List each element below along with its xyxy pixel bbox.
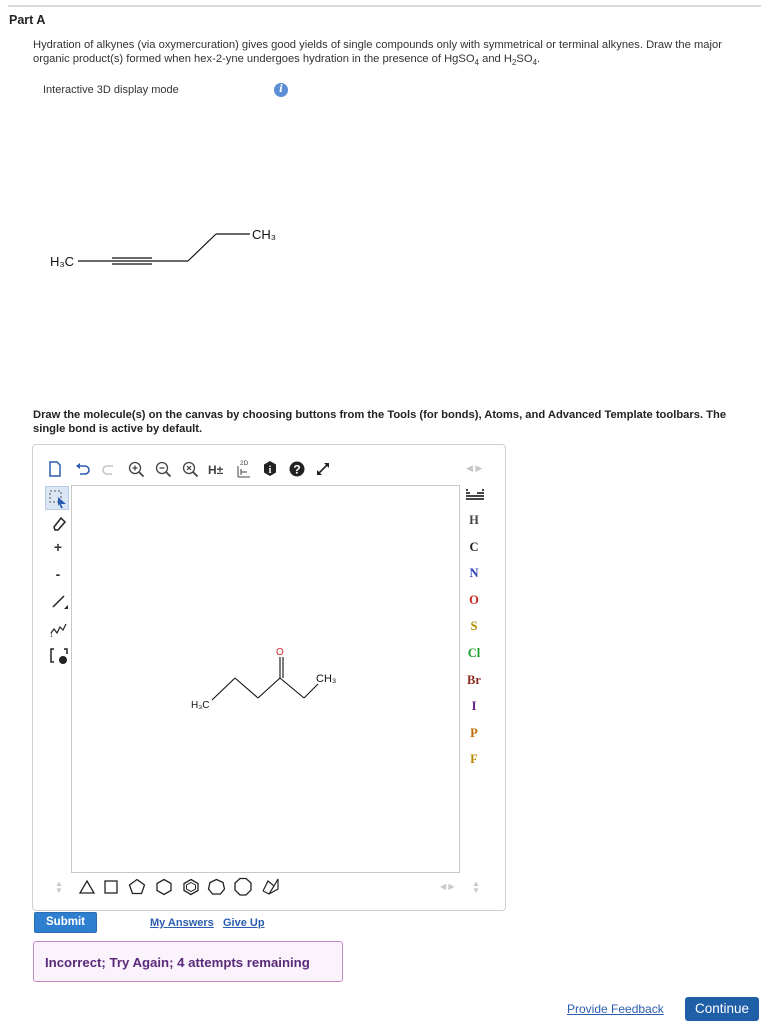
continue-button[interactable]: Continue: [685, 997, 759, 1021]
periodic-table-icon[interactable]: [465, 488, 485, 502]
single-bond-icon[interactable]: [50, 592, 70, 612]
cyclohexane-template-icon[interactable]: [155, 878, 173, 896]
new-document-icon[interactable]: [48, 461, 62, 477]
reactant-structure: [40, 215, 300, 285]
eraser-icon[interactable]: [50, 514, 68, 532]
svg-text:?: ?: [293, 462, 301, 477]
svg-text:1: 1: [50, 633, 53, 637]
atom-button-c[interactable]: C: [469, 539, 479, 554]
display-mode-label: Interactive 3D display mode: [43, 84, 179, 96]
help-icon[interactable]: [289, 461, 305, 477]
atom-button-cl[interactable]: Cl: [467, 646, 481, 660]
hydrogen-toggle-icon[interactable]: H±: [208, 463, 224, 477]
atom-button-i[interactable]: I: [471, 699, 477, 714]
charge-minus-icon[interactable]: -: [55, 566, 61, 582]
part-title: Part A: [9, 13, 46, 27]
my-answers-link[interactable]: My Answers: [150, 917, 214, 929]
fullscreen-icon[interactable]: [315, 461, 331, 477]
bottom-scroll-right-icon[interactable]: ▲ ▼: [472, 879, 480, 895]
charge-plus-icon[interactable]: +: [53, 539, 63, 555]
zoom-out-icon[interactable]: [155, 461, 172, 478]
hexagon-info-icon[interactable]: [263, 460, 277, 477]
cyclobutane-template-icon[interactable]: [103, 879, 119, 895]
question-text: Hydration of alkynes (via oxymercuration) gives good yields of single compounds only with symmetrical or terminal alkynes. Draw the major organic product(s) formed when hex-2-yne undergoes hydration in the presence of HgSO$_4$ and $H_2SO_4$.: [33, 39, 722, 68]
cyclohexane-chair-template-icon[interactable]: [260, 876, 280, 896]
zoom-in-icon[interactable]: [128, 461, 145, 478]
cycloheptane-template-icon[interactable]: [207, 878, 226, 896]
svg-text:i: i: [268, 465, 272, 476]
submit-button[interactable]: Submit: [34, 912, 97, 933]
provide-feedback-link[interactable]: Provide Feedback: [567, 1002, 664, 1016]
atom-button-n[interactable]: N: [469, 566, 479, 581]
atom-button-f[interactable]: F: [470, 752, 478, 767]
chain-tool-icon[interactable]: [49, 619, 69, 637]
cyclopropane-template-icon[interactable]: [78, 879, 96, 895]
atom-button-h[interactable]: H: [469, 513, 479, 527]
reactant-right-label: CH₃: [252, 227, 277, 242]
cyclopentane-template-icon[interactable]: [128, 878, 146, 895]
zoom-reset-icon[interactable]: [182, 461, 199, 478]
atom-button-br[interactable]: Br: [467, 672, 481, 687]
atom-button-s[interactable]: S: [470, 619, 478, 634]
mode-2d-icon[interactable]: 2D: [240, 460, 249, 467]
give-up-link[interactable]: Give Up: [223, 917, 265, 929]
bottom-scroll-left-icon[interactable]: ▲ ▼: [55, 879, 63, 895]
atom-button-o[interactable]: O: [469, 592, 479, 607]
redo-icon[interactable]: [101, 462, 117, 476]
info-icon[interactable]: i: [274, 83, 288, 97]
top-scroll-arrows-icon[interactable]: ◀ ▶: [466, 463, 483, 473]
bottom-scroll-arrows-icon[interactable]: ◀ ▶: [440, 882, 455, 891]
atom-button-p[interactable]: P: [470, 725, 478, 740]
bracket-tool-icon[interactable]: [49, 646, 69, 666]
product-right-label: CH₃: [316, 673, 337, 685]
product-left-label: H₃C: [191, 700, 210, 711]
benzene-template-icon[interactable]: [182, 878, 200, 896]
feedback-message: Incorrect; Try Again; 4 attempts remaining: [33, 941, 343, 982]
undo-icon[interactable]: [75, 462, 91, 476]
reactant-left-label: H₃C: [50, 254, 75, 269]
cyclooctane-template-icon[interactable]: [233, 877, 253, 897]
product-oxygen-label: O: [276, 647, 284, 658]
top-divider: [8, 5, 761, 7]
drawing-instructions: Draw the molecule(s) on the canvas by choosing buttons from the Tools (for bonds), Atoms, and Advanced Template toolbars. The single bond is active by default.: [33, 409, 727, 435]
selection-tool-icon[interactable]: [45, 486, 69, 510]
drawn-product-structure[interactable]: [180, 640, 350, 720]
